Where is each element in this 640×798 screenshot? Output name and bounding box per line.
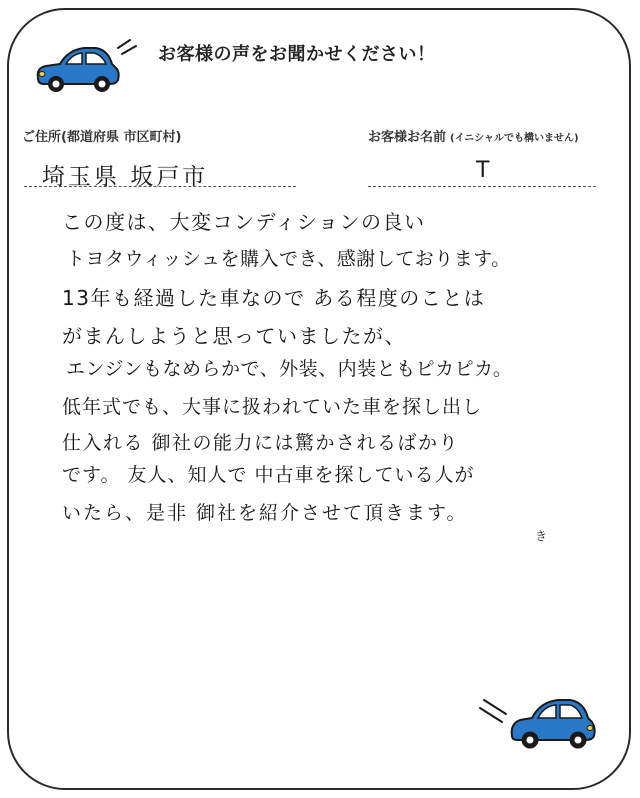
- message-line: 13年も経過した車なので ある程度のことは: [62, 286, 486, 310]
- message-line: 仕入れる 御社の能力には驚かされるばかり: [62, 432, 460, 454]
- blue-car-icon: [470, 688, 600, 754]
- name-underline: [368, 186, 596, 187]
- message-line: トヨタウィッシュを購入でき、感謝しております。: [66, 248, 511, 270]
- message-line: エンジンもなめらかで、外装、内装ともピカピカ。: [66, 358, 513, 380]
- message-line: がまんしようと思っていましたが、: [62, 324, 406, 348]
- blue-car-icon: [30, 38, 142, 98]
- message-line: いたら、是非 御社を紹介させて頂きます。: [62, 502, 468, 524]
- name-label: [368, 126, 579, 145]
- address-value: 埼玉県 坂戸市: [42, 164, 209, 190]
- correction-ruby: き: [535, 529, 548, 543]
- address-label: ご住所(都道府県 市区町村): [22, 130, 182, 145]
- name-label-text: お客様お名前: [368, 130, 447, 145]
- name-value: T: [476, 158, 490, 183]
- address-underline: [24, 186, 296, 187]
- name-hint: (イニシャルでも構いません): [450, 133, 579, 144]
- page-title: お客様の声をお聞かせください！: [158, 44, 436, 65]
- message-line: この度は、大変コンディションの良い: [62, 210, 426, 234]
- message-line: です。 友人、知人で 中古車を探している人が: [62, 464, 475, 486]
- message-line: 低年式でも、大事に扱われていた車を探し出し: [62, 396, 483, 418]
